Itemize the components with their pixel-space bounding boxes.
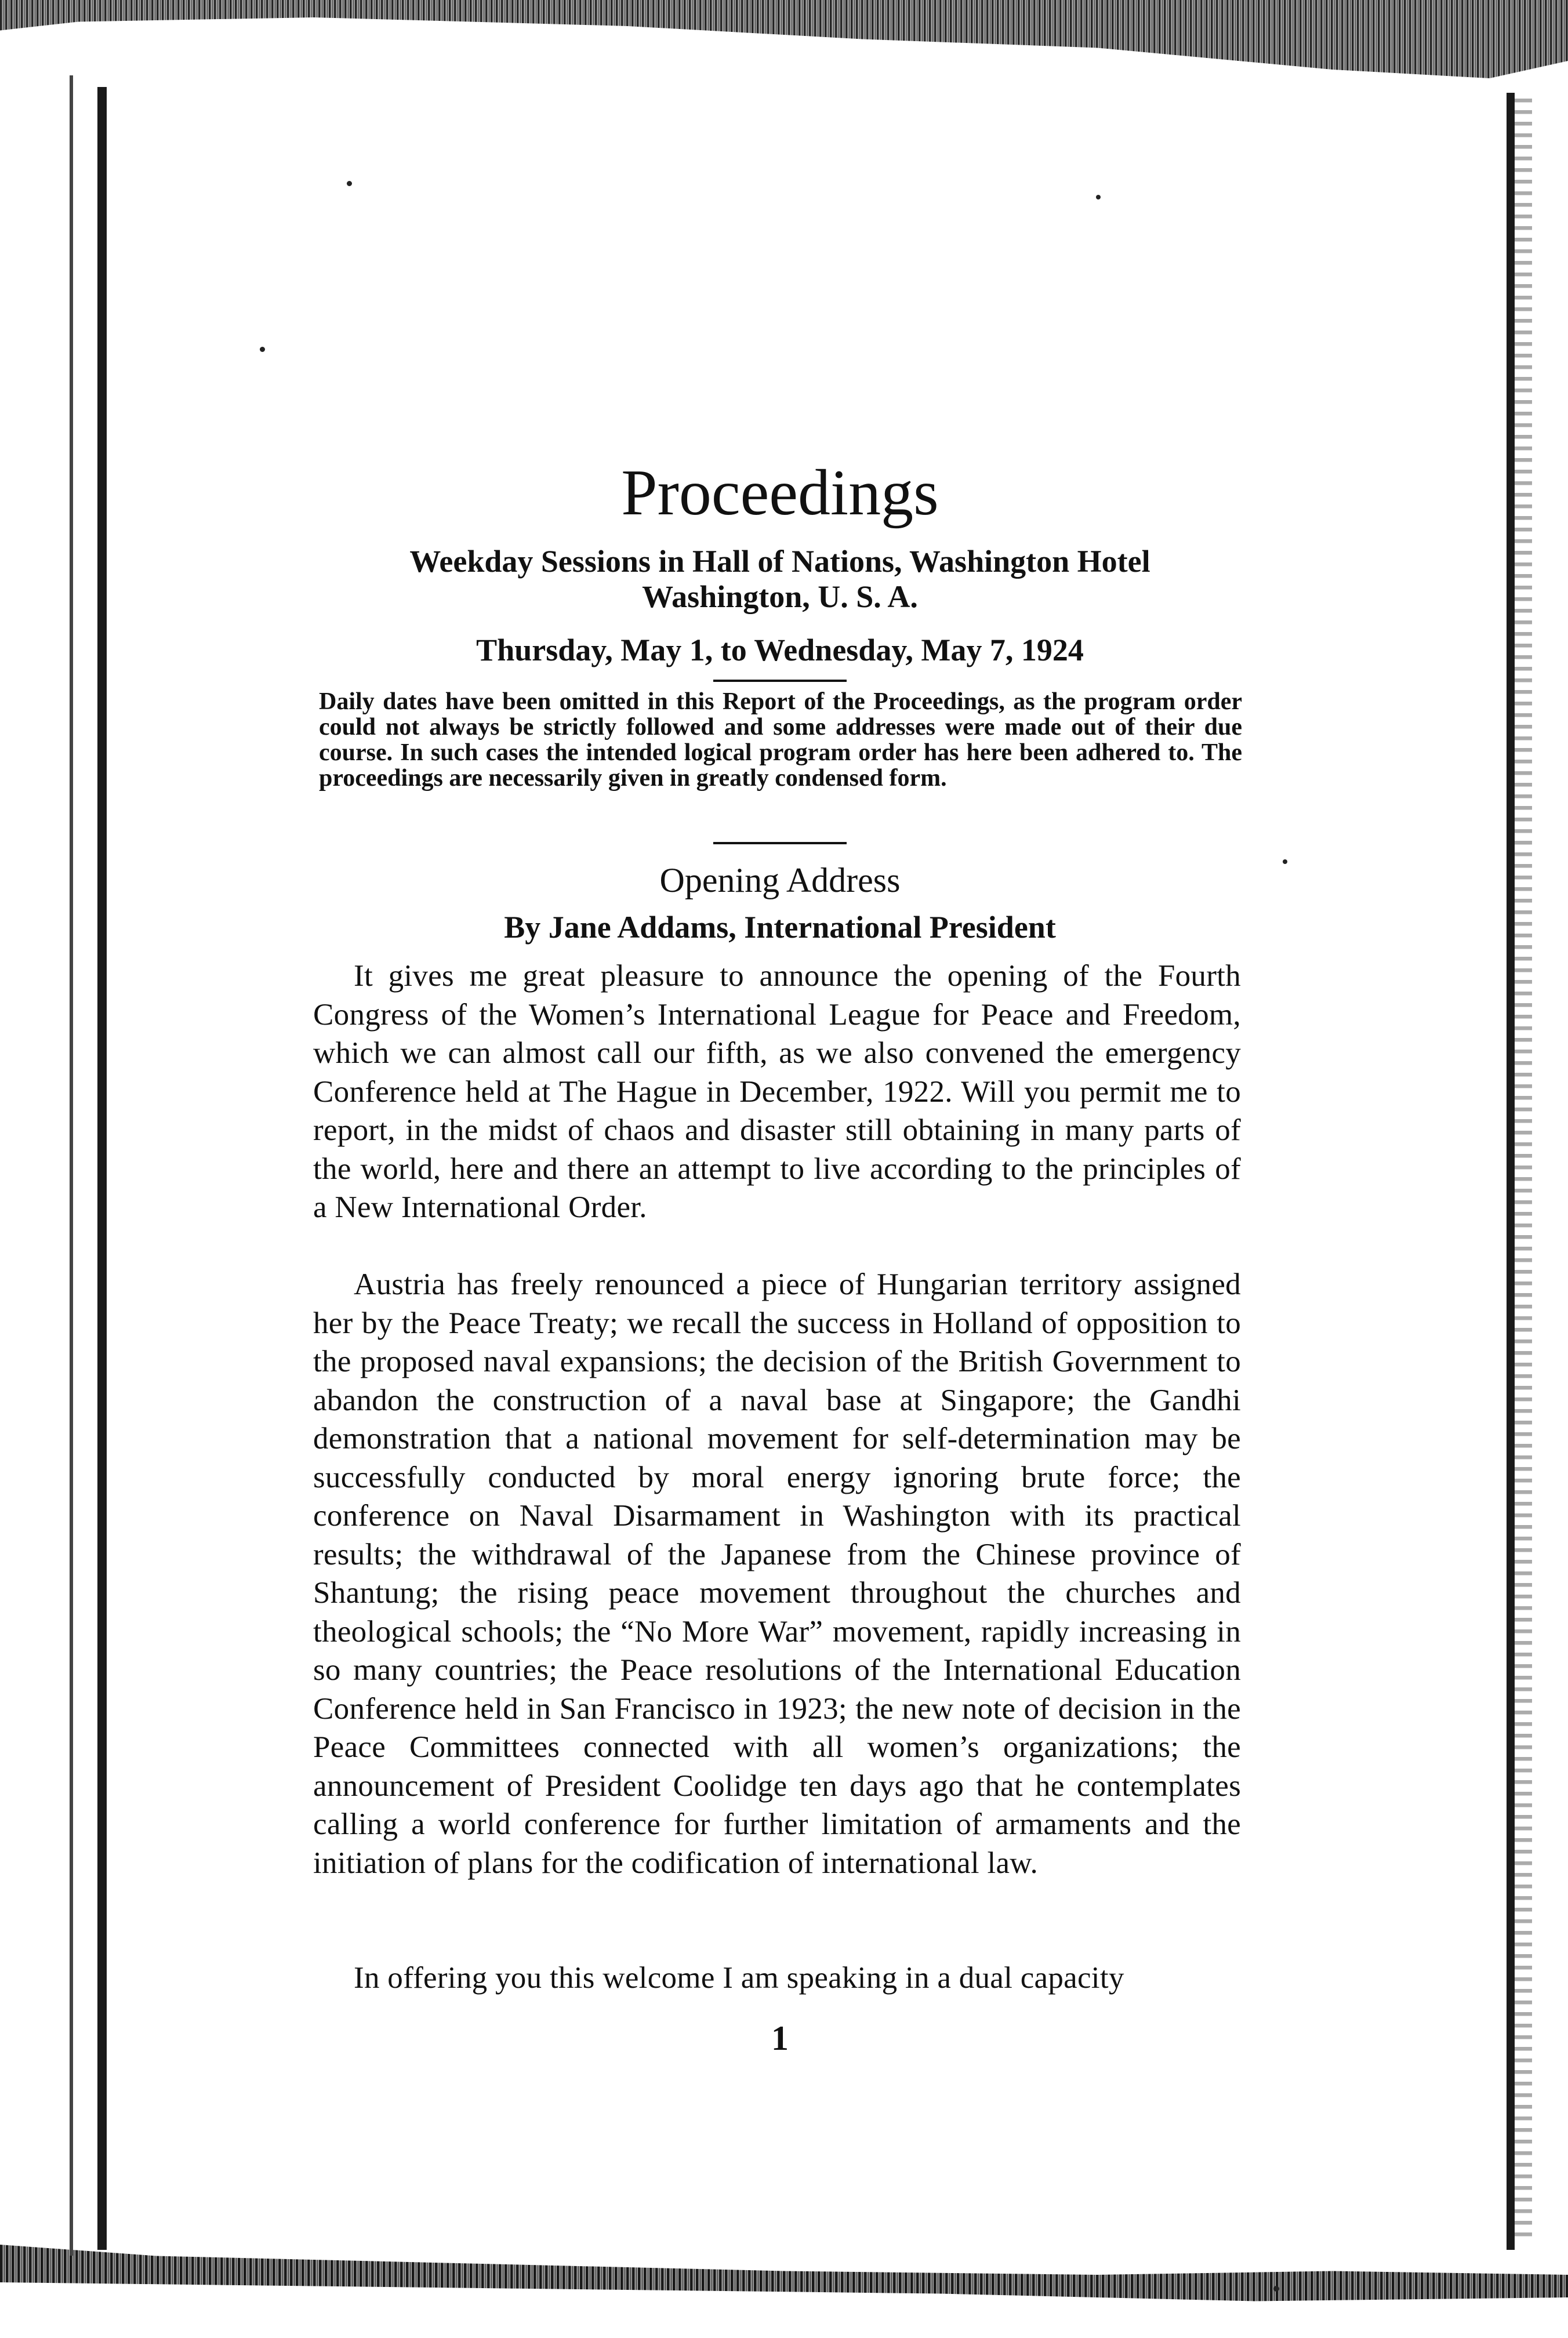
byline: By Jane Addams, International President [504, 910, 1056, 945]
page-border-right-noise [1515, 99, 1532, 2244]
divider [713, 680, 847, 682]
dust-speck [1273, 2286, 1279, 2292]
scan-edge-top [0, 0, 1568, 87]
paragraph: Austria has freely renounced a piece of Hungarian territory assigned her by the Peace Treaty; we recall the success in Holland of opposition to the proposed naval expansions; the decision of the British Government to abandon the construction of a naval base at Singapore; the Gandhi demonstration that a national movement for self-determination may be successfully conducted by moral energy ignoring brute force; the conference on Naval Disarmament in Washington with its practical results; the withdrawal of the Japanese from the Chinese province of Shantung; the rising peace movement throughout the churches and theological schools; the “No More War” movement, rapidly increasing in so many countries; the Peace resolutions of the International Education Conference held in San Francisco in 1923; the new note of decision in the Peace Committees connected with all women’s organizations; the announcement of President Coolidge ten days ago that he contemplates calling a world conference for further limitation of armaments and the initiation of plans for the codification of international law. [313, 1268, 1241, 1880]
paragraph: In offering you this welcome I am speaking in a dual capacity [354, 1961, 1124, 1995]
page-border-left-outer [70, 75, 73, 2256]
dust-speck [1283, 859, 1287, 864]
page-border-left [97, 87, 107, 2250]
editorial-note: Daily dates have been omitted in this Report of the Proceedings, as the program order could not always be strictly followed and some addresses were made out of their due course. In such cases the intended logical program order has here been adhered to. The proceedings are necessarily given in greatly condensed form. [319, 688, 1242, 792]
page-border-right [1507, 93, 1515, 2250]
session-location: Weekday Sessions in Hall of Nations, Washington Hotel [409, 544, 1150, 579]
paragraph: It gives me great pleasure to announce the opening of the Fourth Congress of the Women’s International League for Peace and Freedom, which we can almost call our fifth, as we also convened the emergency Conference held at The Hague in December, 1922. Will you permit me to report, in the midst of chaos and disaster still obtaining in many parts of the world, here and there an attempt to live according to the principles of a New International Order. [313, 959, 1241, 1224]
session-city: Washington, U. S. A. [642, 579, 918, 614]
dust-speck [260, 347, 265, 352]
divider [713, 842, 847, 844]
page-title: Proceedings [621, 457, 939, 529]
page-number: 1 [771, 2019, 789, 2057]
dust-speck [347, 181, 352, 186]
scan-edge-bottom [0, 2230, 1568, 2305]
session-dates: Thursday, May 1, to Wednesday, May 7, 1924 [476, 633, 1084, 667]
section-title: Opening Address [659, 861, 901, 899]
dust-speck [1096, 195, 1101, 199]
